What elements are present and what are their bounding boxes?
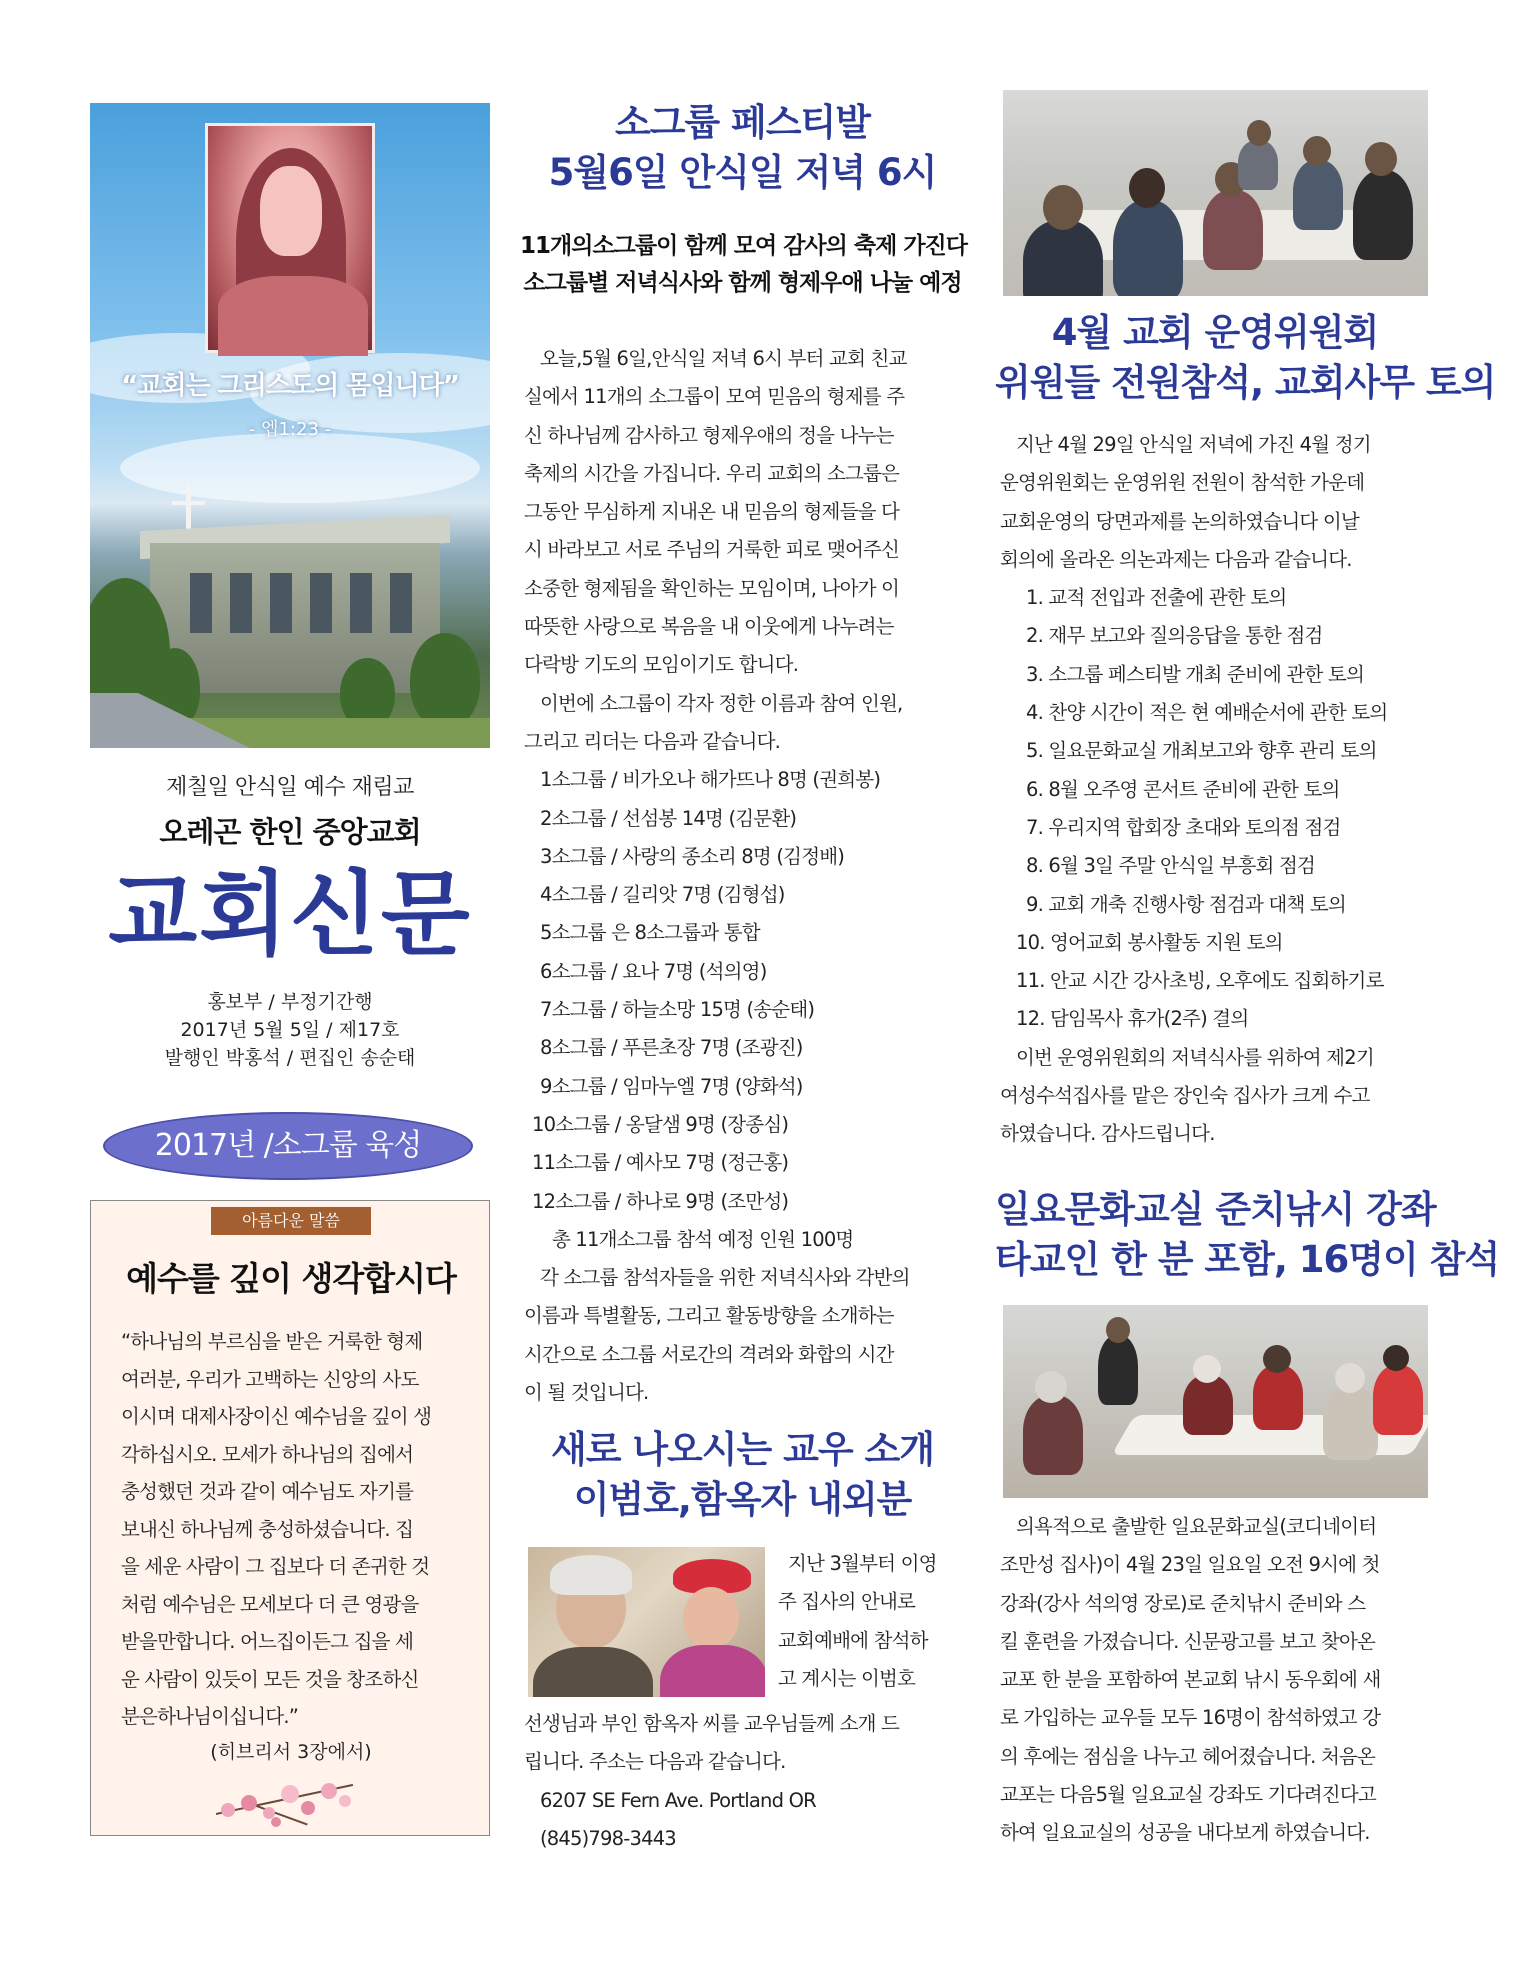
- devotional-line: 처럼 예수님은 모세보다 더 큰 영광을: [121, 1592, 419, 1616]
- festival-line: 소중한 형제됨을 확인하는 모임이며, 나아가 이: [524, 576, 900, 600]
- festival-line: 따뜻한 사랑으로 복음을 내 이웃에게 나누려는: [524, 615, 894, 639]
- man-hair: [550, 1555, 632, 1595]
- newcomer-line: 지난 3월부터 이영: [788, 1552, 937, 1575]
- devotional-line: 을 세운 사람이 그 집보다 더 존귀한 것: [121, 1555, 430, 1578]
- agenda-item: 10. 영어교회 봉사활동 지원 토의: [1016, 930, 1283, 954]
- culture-class-line: 교포는 다음5월 일요교실 강좌도 기다려진다고: [1000, 1783, 1376, 1807]
- agenda-item: 8. 6월 3일 주말 안식일 부흥회 점검: [1026, 854, 1316, 878]
- culture-class-line: 교포 한 분을 포함하여 본교회 낚시 동우회에 새: [1000, 1668, 1381, 1692]
- agenda-item: 12. 담임목사 휴가(2주) 결의: [1016, 1007, 1249, 1031]
- group-list-item: 2소그룹 / 선섬봉 14명 (김문환): [540, 806, 797, 830]
- festival-line: 축제의 시간을 가집니다. 우리 교회의 소그룹은: [524, 461, 900, 485]
- devotional-body: [121, 1323, 466, 1736]
- newcomer-line: 선생님과 부인 함옥자 씨를 교우님들께 소개 드: [524, 1712, 900, 1735]
- newcomer-line: 고 계시는 이범호: [778, 1666, 916, 1690]
- agenda-item: 11. 안교 시간 강사초빙, 오후에도 집회하기로: [1016, 969, 1384, 993]
- newcomer-photo: [528, 1547, 765, 1697]
- devotional-line: “하나님의 부르심을 받은 거룩한 형제: [121, 1330, 423, 1353]
- masthead-title: 교회신문: [108, 861, 472, 968]
- agenda-item: 4. 찬양 시간이 적은 현 예배순서에 관한 토의: [1026, 701, 1388, 725]
- festival-headline: [520, 98, 965, 198]
- devotional-line: 운 사람이 있듯이 모든 것을 창조하신: [121, 1667, 419, 1691]
- committee-line: 지난 4월 29일 안식일 저녁에 가진 4월 정기: [1016, 433, 1371, 456]
- festival-line: 이름과 특별활동, 그리고 활동방향을 소개하는: [524, 1304, 894, 1328]
- festival-line: 그동안 무심하게 지내온 내 믿음의 형제들을 다: [524, 500, 900, 524]
- agenda-item: 5. 일요문화교실 개최보고와 향후 관리 토의: [1026, 739, 1377, 763]
- festival-subhead: [520, 228, 965, 302]
- committee-headline: [995, 308, 1496, 408]
- devotional-line: 분은하나님이십니다.”: [121, 1705, 299, 1728]
- committee-line: 이번 운영위원회의 저녁식사를 위하여 제2기: [1016, 1045, 1374, 1069]
- agenda-item: 3. 소그룹 페스티발 개최 준비에 관한 토의: [1026, 662, 1364, 686]
- culture-class-line: 의욕적으로 출발한 일요문화교실(코디네이터: [1016, 1515, 1377, 1538]
- newcomer-headline-line: 새로 나오시는 교우 소개: [550, 1428, 935, 1471]
- woman-face: [683, 1587, 739, 1649]
- group-list-item: 4소그룹 / 길리앗 7명 (김형섭): [540, 883, 785, 907]
- festival-headline-line: 5월6일 안식일 저녁 6시: [548, 151, 937, 194]
- committee-line: 회의에 올라온 의논과제는 다음과 같습니다.: [1000, 547, 1352, 571]
- group-list-item: 11소그룹 / 예사모 7명 (정근홍): [532, 1151, 789, 1175]
- festival-line: 이번에 소그룹이 각자 정한 이름과 참여 인원,: [540, 691, 903, 715]
- masthead-info: [90, 988, 490, 1072]
- festival-subhead-line: 소그룹별 저녁식사와 함께 형제우애 나눌 예정: [523, 270, 962, 296]
- group-list-item: 6소그룹 / 요나 7명 (석의영): [540, 959, 767, 983]
- devotional-line: 여러분, 우리가 고백하는 신앙의 사도: [121, 1367, 419, 1391]
- devotional-source: (히브리서 3장에서): [210, 1741, 372, 1763]
- devotional-box: [90, 1200, 490, 1836]
- devotional-line: 받을만합니다. 어느집이든그 집을 세: [121, 1630, 414, 1653]
- group-list-item: 9소그룹 / 임마누엘 7명 (양화석): [540, 1074, 803, 1098]
- group-total: 총 11개소그룹 참석 예정 인원 100명: [552, 1227, 854, 1251]
- culture-class-headline: [995, 1185, 1500, 1285]
- group-list-item: 7소그룹 / 하늘소망 15명 (송순태): [540, 998, 815, 1022]
- culture-class-line: 킬 훈련을 가졌습니다. 신문광고를 보고 찾아온: [1000, 1629, 1376, 1653]
- masthead-info-line: 발행인 박홍석 / 편집인 송순태: [164, 1047, 416, 1069]
- group-list-item: 5소그룹 은 8소그룹과 통합: [540, 921, 760, 945]
- man-jacket: [533, 1647, 653, 1697]
- cloud: [120, 433, 480, 503]
- devotional-line: 충성했던 것과 같이 예수님도 자기를: [121, 1480, 414, 1503]
- newcomer-headline: [520, 1425, 965, 1525]
- agenda-item: 6. 8월 오주영 콘서트 준비에 관한 토의: [1026, 777, 1340, 801]
- newcomer-address: 6207 SE Fern Ave. Portland OR: [540, 1788, 816, 1812]
- culture-class-headline-line: 타교인 한 분 포함, 16명이 참석: [995, 1238, 1500, 1281]
- festival-headline-line: 소그룹 페스티발: [614, 101, 871, 144]
- agenda-item: 1. 교적 전입과 전출에 관한 토의: [1026, 586, 1287, 610]
- culture-class-line: 로 가입하는 교우들 모두 16명이 참석하였고 강: [1000, 1706, 1381, 1730]
- festival-subhead-line: 11개의소그룹이 함께 모여 감사의 축제 가진다: [520, 233, 967, 259]
- culture-class-line: 하여 일요교실의 성공을 내다보게 하였습니다.: [1000, 1821, 1370, 1845]
- culture-class-line: 강좌(강사 석의영 장로)로 준치낚시 준비와 스: [1000, 1591, 1366, 1615]
- culture-class-line: 의 후에는 점심을 나누고 헤어졌습니다. 처음온: [1000, 1744, 1376, 1768]
- jesus-portrait: [205, 123, 375, 353]
- culture-class-headline-line: 일요문화교실 준치낚시 강좌: [995, 1188, 1436, 1231]
- festival-line: 시간으로 소그룹 서로간의 격려와 화합의 시간: [524, 1342, 894, 1366]
- committee-line: 여성수석집사를 맡은 장인숙 집사가 크게 수고: [1000, 1084, 1370, 1108]
- newcomer-line: 교회예배에 참석하: [778, 1628, 928, 1652]
- agenda-item: 7. 우리지역 합회장 초대와 토의점 점검: [1026, 815, 1341, 839]
- masthead-info-line: 홍보부 / 부정기간행: [207, 991, 373, 1013]
- cherry-blossom-icon: [211, 1773, 361, 1831]
- culture-class-body: [1000, 1508, 1435, 1853]
- committee-headline-line: 위원들 전원참석, 교회사무 토의: [995, 361, 1496, 404]
- cover-quote: “교회는 그리스도의 몸입니다”: [121, 371, 459, 401]
- devotional-line: 각하십시오. 모세가 하나님의 집에서: [121, 1442, 414, 1466]
- newcomer-body-wrap: [778, 1545, 964, 1698]
- devotional-title: 예수를 깊이 생각합시다: [126, 1259, 456, 1298]
- newcomer-line: 립니다. 주소는 다음과 같습니다.: [524, 1750, 786, 1774]
- committee-line: 교회운영의 당면과제를 논의하였습니다 이날: [1000, 509, 1359, 533]
- festival-line: 신 하나님께 감사하고 형제우애의 정을 나누는: [524, 423, 894, 447]
- culture-class-line: 조만성 집사)이 4월 23일 일요일 오전 9시에 첫: [1000, 1553, 1380, 1577]
- newcomer-phone: (845)798-3443: [540, 1826, 676, 1850]
- festival-body: [524, 340, 964, 1412]
- agenda-item: 2. 재무 보고와 질의응답을 통한 점검: [1026, 624, 1323, 648]
- group-list-item: 3소그룹 / 사랑의 종소리 8명 (김정배): [540, 844, 845, 868]
- culture-class-photo: [1003, 1305, 1428, 1498]
- cross-icon: [172, 501, 205, 505]
- festival-line: 각 소그룹 참석자들을 위한 저녁식사와 각반의: [540, 1266, 910, 1290]
- group-list-item: 8소그룹 / 푸른초장 7명 (조광진): [540, 1036, 803, 1060]
- committee-line: 하였습니다. 감사드립니다.: [1000, 1122, 1215, 1146]
- committee-meeting-photo: [1003, 90, 1428, 296]
- masthead-church-name: 오레곤 한인 중앙교회: [159, 815, 421, 849]
- cover-image: [90, 103, 490, 748]
- committee-line: 운영위원회는 운영위원 전원이 참석한 가운데: [1000, 471, 1365, 495]
- trees: [90, 603, 490, 748]
- festival-line: 시 바라보고 서로 주님의 거룩한 피로 맺어주신: [524, 538, 900, 562]
- group-list-item: 12소그룹 / 하나로 9명 (조만성): [532, 1189, 789, 1213]
- festival-line: 실에서 11개의 소그룹이 모여 믿음의 형제를 주: [524, 385, 905, 409]
- devotional-line: 이시며 대제사장이신 예수님을 깊이 생: [121, 1405, 432, 1428]
- group-list-item: 10소그룹 / 옹달샘 9명 (장종심): [532, 1112, 789, 1136]
- newcomer-headline-line: 이범호,함옥자 내외분: [573, 1478, 912, 1521]
- yearly-theme-badge: 2017년 /소그룹 육성: [103, 1112, 473, 1180]
- festival-line: 이 될 것입니다.: [524, 1381, 649, 1405]
- agenda-item: 9. 교회 개축 진행사항 점검과 대책 토의: [1026, 892, 1346, 916]
- devotional-tag: 아름다운 말씀: [211, 1207, 371, 1235]
- group-list-item: 1소그룹 / 비가오나 해가뜨나 8명 (권희봉): [540, 768, 881, 792]
- festival-line: 다락방 기도의 모임이기도 합니다.: [524, 653, 799, 677]
- cover-verse-ref: - 엡1:23 -: [248, 419, 332, 440]
- woman-jacket: [660, 1645, 765, 1697]
- newcomer-body: [524, 1705, 964, 1858]
- festival-line: 오늘,5월 6일,안식일 저녁 6시 부터 교회 친교: [540, 347, 907, 370]
- festival-line: 그리고 리더는 다음과 같습니다.: [524, 729, 781, 753]
- newcomer-line: 주 집사의 안내로: [778, 1590, 916, 1614]
- devotional-line: 보내신 하나님께 충성하셨습니다. 집: [121, 1517, 414, 1541]
- masthead-info-line: 2017년 5월 5일 / 제17호: [180, 1019, 400, 1041]
- committee-body: [1000, 426, 1435, 1154]
- masthead-denomination: 제칠일 안식일 예수 재림교: [166, 775, 414, 800]
- committee-headline-line: 4월 교회 운영위원회: [1051, 311, 1379, 354]
